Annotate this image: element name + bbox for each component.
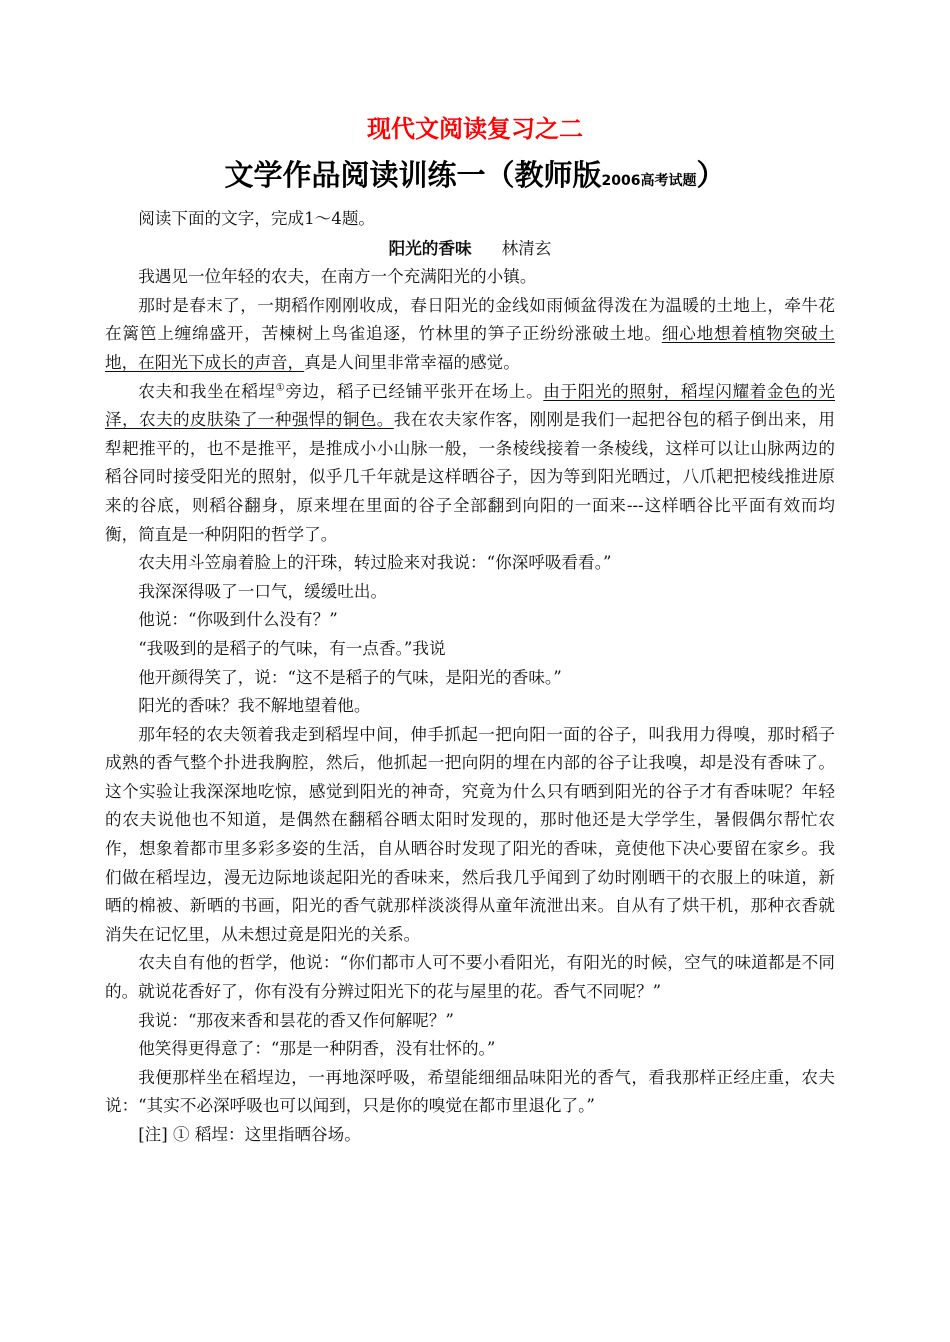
instruction-text: 阅读下面的文字，完成1～4题。 <box>138 209 376 228</box>
paragraph-14: 我便那样坐在稻埕边，一再地深呼吸，希望能细细品味阳光的香气，看我那样正经庄重，农夫说：“其实不必深呼吸也可以闻到，只是你的嗅觉在都市里退化了。” <box>105 1067 835 1116</box>
main-title-close: ） <box>696 158 726 192</box>
paragraph-3 <box>105 378 835 550</box>
paragraph-11: 农夫自有他的哲学，他说：“你们都市人可不要小看阳光，有阳光的时候，空气的味道都是不同的。就说花香好了，你有没有分辨过阳光下的花与屋里的花。香气不同呢？” <box>105 953 835 1002</box>
paragraph-3-text-b: 旁边，稻子已经铺平张开在场上。 <box>285 381 544 401</box>
paragraph-2 <box>105 292 835 378</box>
paragraph-12: 我说：“那夜来香和昙花的香又作何解呢？” <box>138 1010 454 1030</box>
footnote: [注] ① 稻埕：这里指晒谷场。 <box>138 1125 361 1144</box>
paragraph-6: 他说：“你吸到什么没有？” <box>138 610 338 630</box>
paragraph-2-text-a: 那时是春末了，一期稻作刚刚收成，春日阳光的金线如雨倾盆得泼在为温暖的土地上，牵牛花在篱笆上缠绵盛开，苦楝树上鸟雀追逐，竹林里的笋子正纷纷涨破土地。 <box>105 295 835 344</box>
main-title-text: 文学作品阅读训练一（教师版 <box>224 158 602 192</box>
paragraph-10: 那年轻的农夫领着我走到稻埕中间，伸手抓起一把向阳一面的谷子，叫我用力得嗅，那时稻子成熟的香气整个扑进我胸腔，然后，他抓起一把向阴的埋在内部的谷子让我嗅，却是没有香味了。这个实验让我深深地吃惊，感觉到阳光的神奇，究竟为什么只有晒到阳光的谷子才有香味呢？年轻的农夫说他也不知道，是偶然在翻稻谷晒太阳时发现的，那时他还是大学学生，暑假偶尔帮忙农作，想象着都市里多彩多姿的生活，自从晒谷时发现了阳光的香味，竟使他下决心要留在家乡。我们做在稻埕边，漫无边际地谈起阳光的香味来，然后我几乎闻到了幼时刚晒干的衣服上的味道，新晒的棉被、新晒的书画，阳光的香气就那样淡淡得从童年流泄出来。自从有了烘干机，那种衣香就消失在记忆里，从未想过竟是阳光的关系。 <box>105 724 835 944</box>
main-title-year: 2006高考试题 <box>601 173 697 189</box>
article-heading <box>105 234 835 264</box>
footnote-marker: ① <box>275 382 286 394</box>
paragraph-9: 阳光的香味？我不解地望着他。 <box>138 696 371 716</box>
paragraph-3-underlined: 由于阳光的照射，稻埕闪耀着金色的光泽，农夫的皮肤染了一种强悍的铜色。 <box>105 381 836 430</box>
series-title: 现代文阅读复习之二 <box>367 115 583 143</box>
paragraph-13: 他笑得更得意了：“那是一种阴香，没有壮怀的。” <box>138 1039 496 1059</box>
paragraph-4: 农夫用斗笠扇着脸上的汗珠，转过脸来对我说：“你深呼吸看看。” <box>138 553 612 573</box>
paragraph-3-text-c: 我在农夫家作客，刚刚是我们一起把谷包的稻子倒出来，用犁耙推平的，也不是推平，是推成小小山脉一般，一条棱线接着一条棱线，这样可以让山脉两边的稻谷同时接受阳光的照射，似乎几千年就是这样晒谷子，因为等到阳光晒过，八爪耙把棱线推进原来的谷底，则稻谷翻身，原来埋在里面的谷子全部翻到向阳的一面来---这样晒谷比平面有效而均衡，简直是一种阴阳的哲学了。 <box>105 410 836 544</box>
article-author: 林清玄 <box>501 238 552 258</box>
paragraph-5: 我深深得吸了一口气，缓缓吐出。 <box>138 581 388 601</box>
paragraph-2-underlined: 细心地想着植物突破土地，在阳光下成长的声音， <box>105 324 836 372</box>
paragraph-2-text-b: 真是人间里非常幸福的感觉。 <box>304 352 520 372</box>
paragraph-3-text-a: 农夫和我坐在稻埕 <box>138 381 276 401</box>
paragraph-8: 他开颜得笑了，说：“这不是稻子的气味，是阳光的香味。” <box>138 667 562 687</box>
main-title <box>0 156 950 200</box>
article-title: 阳光的香味 <box>388 237 472 258</box>
paragraph-1: 我遇见一位年轻的农夫，在南方一个充满阳光的小镇。 <box>138 267 537 287</box>
paragraph-7: “我吸到的是稻子的气味，有一点香。”我说 <box>138 638 446 658</box>
document-body <box>105 205 835 1150</box>
